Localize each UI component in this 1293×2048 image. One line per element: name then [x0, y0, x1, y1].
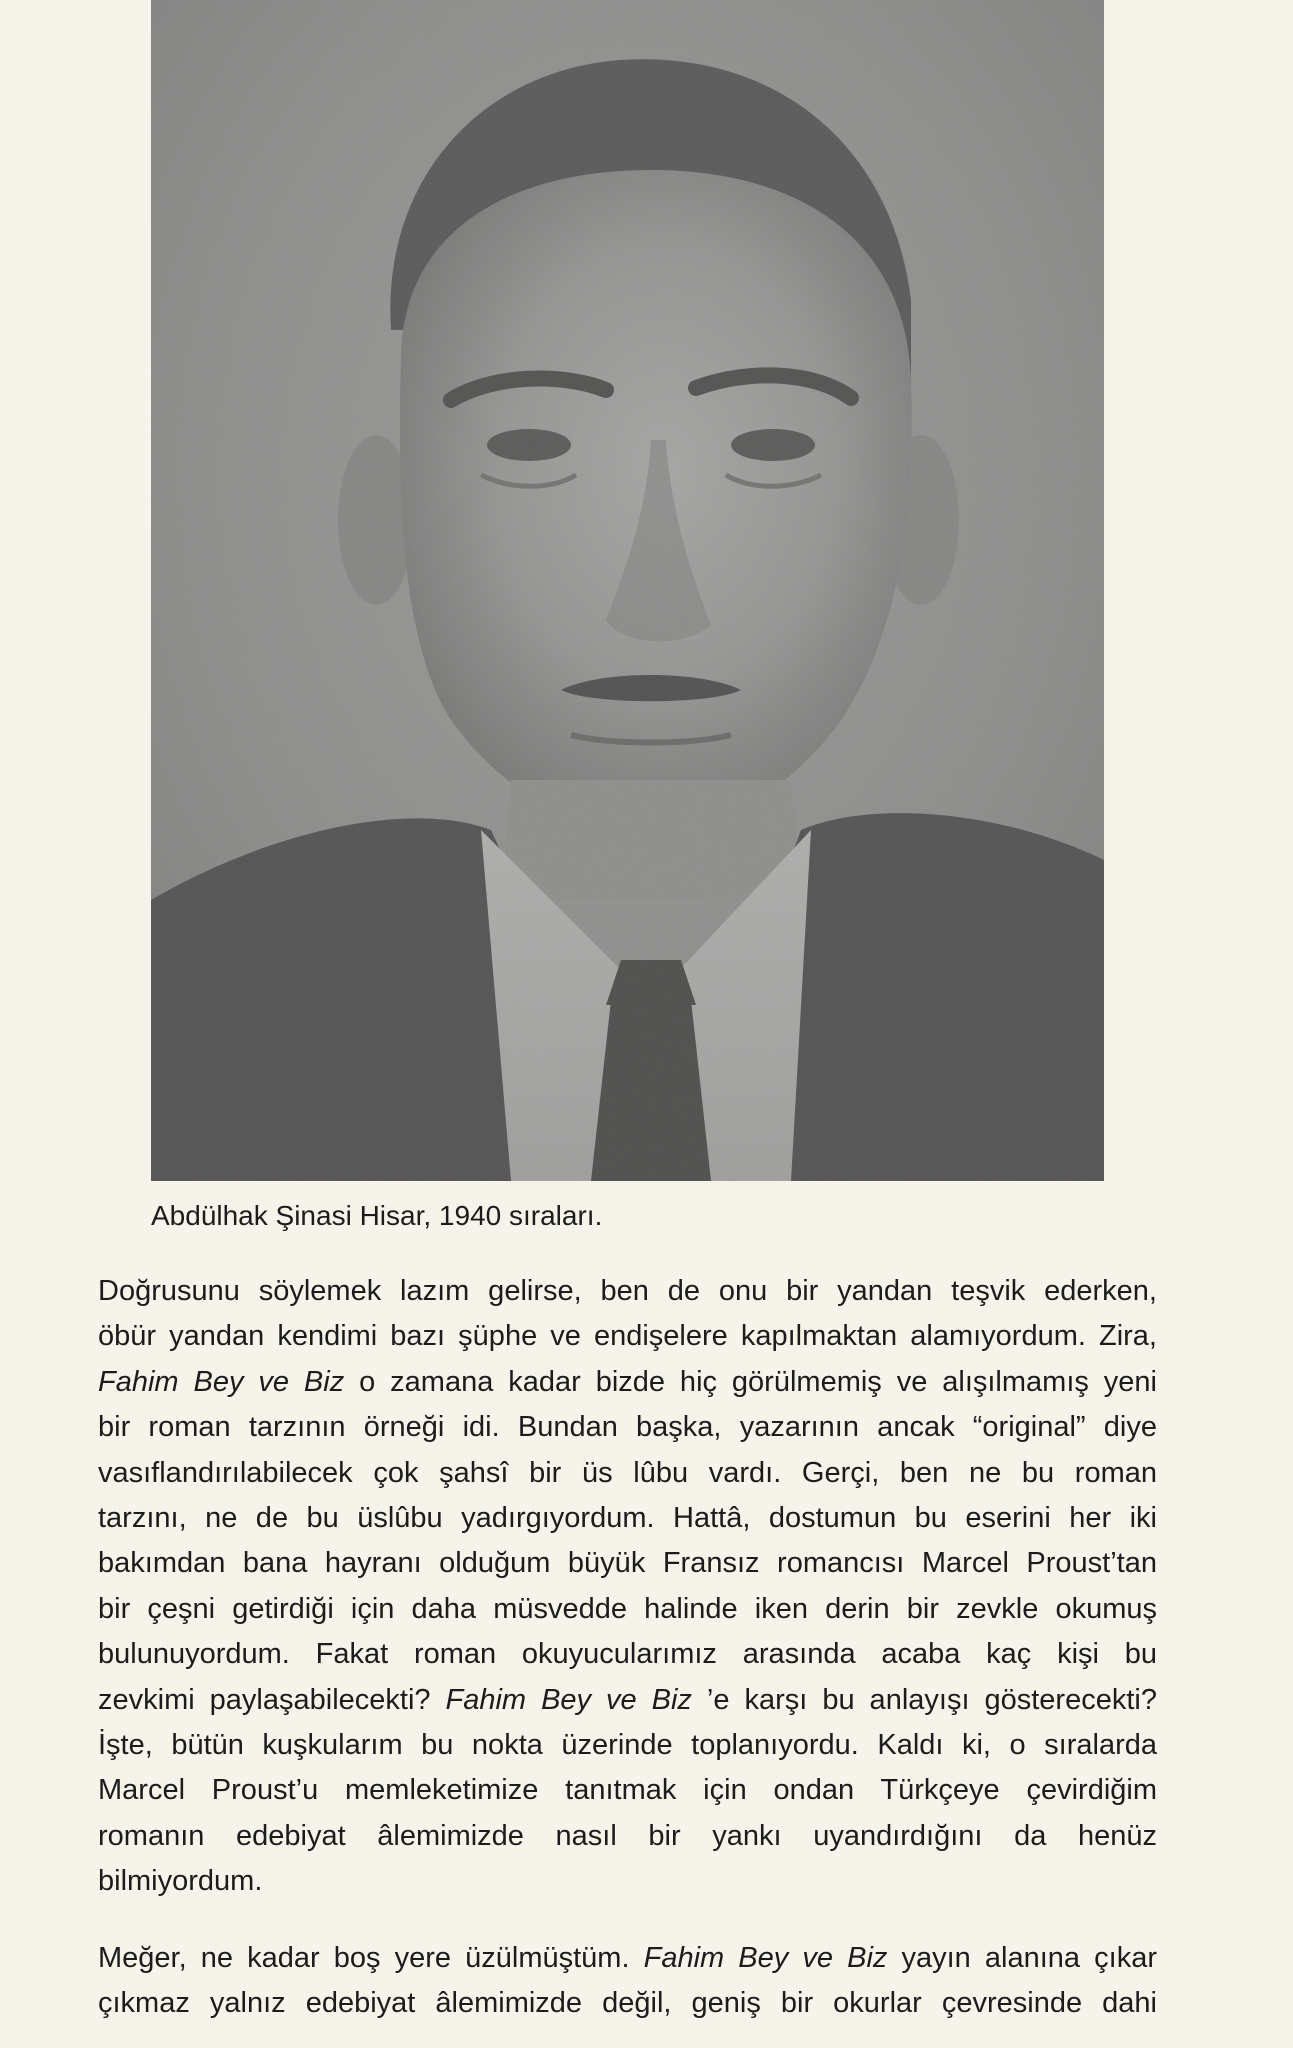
text-run: bulunuyordum. Fakat roman okuyucularımız arasında acaba kaç kişi bu	[98, 1638, 1157, 1671]
text-run: ’e karşı bu anlayışı gösterecekti?	[691, 1683, 1157, 1716]
text-line	[98, 1587, 1157, 1632]
text-line	[98, 1496, 1157, 1541]
text-line	[98, 1269, 1157, 1314]
text-line	[98, 1451, 1157, 1496]
paragraph-1	[98, 1269, 1157, 1905]
text-run: bakımdan bana hayranı olduğum büyük Fransız romancısı Marcel Proust’tan	[98, 1547, 1157, 1580]
text-run: Doğrusunu söylemek lazım gelirse, ben de onu bir yandan teşvik ederken,	[98, 1275, 1157, 1307]
book-title-italic: Fahim Bey ve Biz	[445, 1683, 692, 1716]
portrait-photo	[151, 0, 1104, 1181]
text-run: öbür yandan kendimi bazı şüphe ve endişelere kapılmaktan alamıyordum. Zira,	[98, 1320, 1157, 1353]
text-line	[98, 1859, 1157, 1904]
text-line	[98, 1632, 1157, 1677]
text-run: romanın edebiyat âlemimizde nasıl bir yankı uyandırdığını da henüz	[98, 1819, 1157, 1852]
text-line	[98, 1814, 1157, 1859]
text-line	[98, 1360, 1157, 1405]
book-title-italic: Fahim Bey ve Biz	[643, 1942, 888, 1974]
text-line	[98, 1405, 1157, 1450]
text-run: İşte, bütün kuşkularım bu nokta üzerinde toplanıyordu. Kaldı ki, o sıralarda	[98, 1729, 1157, 1762]
text-run: tarzını, ne de bu üslûbu yadırgıyordum. Hattâ, dostumun bu eserini her iki	[98, 1502, 1157, 1535]
text-run: o zamana kadar bizde hiç görülmemiş ve alışılmamış yeni	[344, 1365, 1157, 1398]
text-line	[98, 1723, 1157, 1768]
text-run: bir roman tarzının örneği idi. Bundan başka, yazarının ancak “original” diye	[98, 1411, 1157, 1444]
text-run: bilmiyordum.	[98, 1865, 263, 1898]
text-run: zevkimi paylaşabilecekti?	[98, 1683, 446, 1716]
text-run: vasıflandırılabilecek çok şahsî bir üs lûbu vardı. Gerçi, ben ne bu roman	[98, 1456, 1157, 1489]
text-run: yayın alanına çıkar	[887, 1942, 1157, 1974]
text-line	[98, 1768, 1157, 1813]
photo-caption: Abdülhak Şinasi Hisar, 1940 sıraları.	[151, 1200, 603, 1231]
portrait-image	[151, 0, 1104, 1181]
text-run: çıkmaz yalnız edebiyat âlemimizde değil, geniş bir okurlar çevresinde dahi	[98, 1987, 1157, 2020]
text-line	[98, 1678, 1157, 1723]
text-run: bir çeşni getirdiği için daha müsvedde halinde iken derin bir zevkle okumuş	[98, 1592, 1157, 1625]
book-title-italic: Fahim Bey ve Biz	[98, 1365, 345, 1398]
text-line	[98, 1936, 1157, 1981]
paragraph-2	[98, 1936, 1157, 2027]
text-run: Marcel Proust’u memleketimize tanıtmak için ondan Türkçeye çevirdiğim	[98, 1774, 1157, 1807]
text-run: Meğer, ne kadar boş yere üzülmüştüm.	[98, 1942, 644, 1974]
text-line	[98, 1981, 1157, 2026]
text-line	[98, 1314, 1157, 1359]
text-line	[98, 1541, 1157, 1586]
